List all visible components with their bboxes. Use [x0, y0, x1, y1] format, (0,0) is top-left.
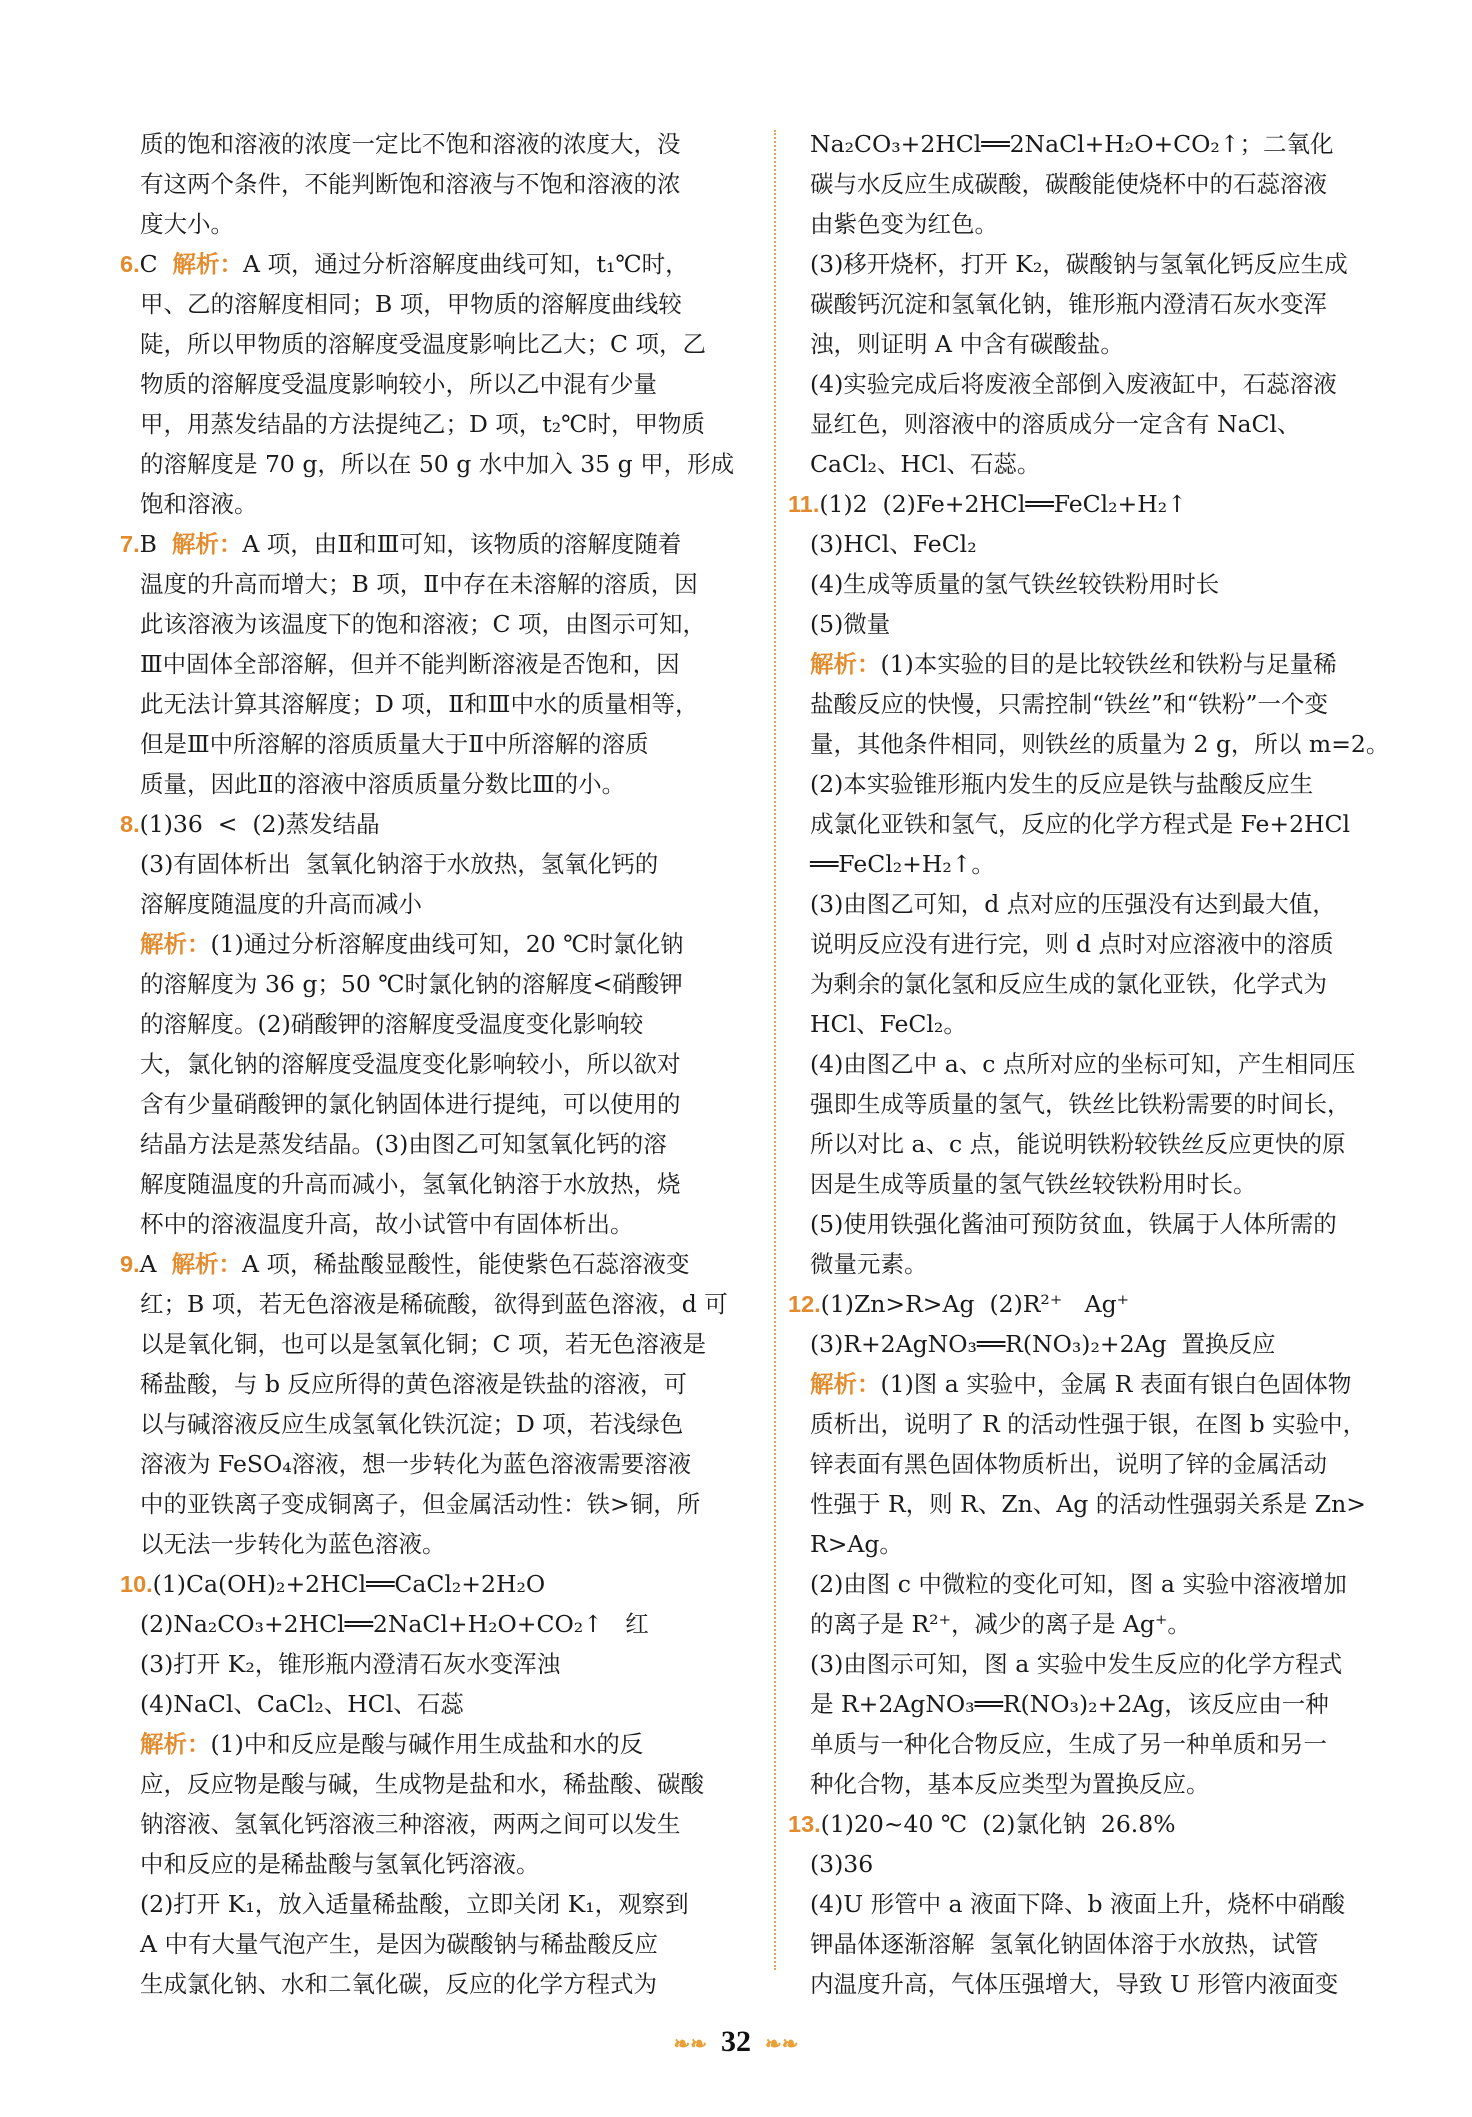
line-text: (2)打开 K₁，放入适量稀盐酸，立即关闭 K₁，观察到: [140, 1890, 689, 1918]
line-text: 的离子是 R²⁺，减少的离子是 Ag⁺。: [810, 1610, 1191, 1638]
line-text: R>Ag。: [810, 1530, 903, 1558]
line-text: 成氯化亚铁和氢气，反应的化学方程式是 Fe+2HCl: [810, 810, 1351, 838]
line-text: (4)NaCl、CaCl₂、HCl、石蕊: [140, 1690, 464, 1718]
line-text: 中和反应的是稀盐酸与氢氧化钙溶液。: [140, 1850, 540, 1878]
line-text: (1)20~40 ℃ (2)氯化钠 26.8%: [820, 1810, 1176, 1838]
text-line: [810, 1404, 1412, 1444]
text-line: [140, 1124, 742, 1164]
text-line: [140, 1644, 742, 1684]
text-line: [810, 884, 1412, 924]
line-text: 以是氧化铜，也可以是氢氧化铜；C 项，若无色溶液是: [140, 1330, 706, 1358]
line-text: B: [139, 530, 172, 558]
text-line: [120, 1244, 742, 1284]
text-line: [140, 1484, 742, 1524]
line-text: 浊，则证明 A 中含有碳酸盐。: [810, 330, 1124, 358]
text-line: [120, 804, 742, 844]
text-line: [140, 1604, 742, 1644]
line-text: 碳酸钙沉淀和氢氧化钠，锥形瓶内澄清石灰水变浑: [810, 290, 1327, 318]
line-text: (3)由图乙可知，d 点对应的压强没有达到最大值，: [810, 890, 1336, 918]
line-text: (1)2 (2)Fe+2HCl══FeCl₂+H₂↑: [819, 490, 1187, 518]
text-line: [140, 1444, 742, 1484]
text-line: [140, 764, 742, 804]
text-line: [810, 964, 1412, 1004]
line-text: A 中有大量气泡产生，是因为碳酸钠与稀盐酸反应: [140, 1930, 658, 1958]
line-text: Na₂CO₃+2HCl══2NaCl+H₂O+CO₂↑；二氧化: [810, 130, 1334, 158]
line-text: (2)本实验锥形瓶内发生的反应是铁与盐酸反应生: [810, 770, 1314, 798]
text-line: [810, 444, 1412, 484]
line-text: (3)36: [810, 1850, 874, 1878]
line-text: 的溶解度。(2)硝酸钾的溶解度受温度变化影响较: [140, 1010, 644, 1038]
text-line: [810, 1764, 1412, 1804]
text-line: [140, 1764, 742, 1804]
text-line: [810, 164, 1412, 204]
text-line: [788, 484, 1412, 524]
text-line: [810, 804, 1412, 844]
text-line: [810, 1884, 1412, 1924]
text-line: [810, 1964, 1412, 2004]
text-line: [810, 1004, 1412, 1044]
right-ornament-icon: ❧❧: [765, 2033, 799, 2056]
line-text: 锌表面有黑色固体物质析出，说明了锌的金属活动: [810, 1450, 1327, 1478]
line-text: 的溶解度为 36 g；50 ℃时氯化钠的溶解度<硝酸钾: [140, 970, 683, 998]
text-line: [140, 1284, 742, 1324]
line-text: (4)生成等质量的氢气铁丝较铁粉用时长: [810, 570, 1220, 598]
line-text: 微量元素。: [810, 1250, 928, 1278]
text-line: [810, 1564, 1412, 1604]
line-text: 大，氯化钠的溶解度受温度变化影响较小，所以欲对: [140, 1050, 681, 1078]
text-line: [140, 1044, 742, 1084]
line-text: (3)有固体析出 氢氧化钠溶于水放热，氢氧化钙的: [140, 850, 659, 878]
line-text: 陡，所以甲物质的溶解度受温度影响比乙大；C 项，乙: [140, 330, 706, 358]
page-number: 32: [721, 2025, 751, 2058]
text-line: [810, 1444, 1412, 1484]
text-line: [810, 1124, 1412, 1164]
line-text: 饱和溶液。: [140, 490, 258, 518]
text-line: [140, 1844, 742, 1884]
text-line: [140, 1204, 742, 1244]
line-text: 的溶解度是 70 g，所以在 50 g 水中加入 35 g 甲，形成: [140, 450, 735, 478]
text-line: [810, 1604, 1412, 1644]
text-line: [140, 1524, 742, 1564]
line-text: A 项，由Ⅱ和Ⅲ可知，该物质的溶解度随着: [242, 530, 682, 558]
line-text: 强即生成等质量的氢气，铁丝比铁粉需要的时间长，: [810, 1090, 1351, 1118]
question-number: 7.: [120, 531, 140, 557]
text-line: [810, 524, 1412, 564]
text-line: [810, 244, 1412, 284]
question-number: 11.: [788, 491, 820, 517]
line-text: 但是Ⅲ中所溶解的溶质质量大于Ⅱ中所溶解的溶质: [140, 730, 649, 758]
line-text: 显红色，则溶液中的溶质成分一定含有 NaCl、: [810, 410, 1301, 438]
text-line: [140, 604, 742, 644]
line-text: 质量，因此Ⅱ的溶液中溶质质量分数比Ⅲ的小。: [140, 770, 626, 798]
text-line: [140, 444, 742, 484]
line-text: 因是生成等质量的氢气铁丝较铁粉用时长。: [810, 1170, 1257, 1198]
line-text: 甲、乙的溶解度相同；B 项，甲物质的溶解度曲线较: [140, 290, 682, 318]
line-text: (1)中和反应是酸与碱作用生成盐和水的反: [210, 1730, 644, 1758]
text-line: [140, 1404, 742, 1444]
right-column: [788, 124, 1412, 2004]
line-text: 钠溶液、氢氧化钙溶液三种溶液，两两之间可以发生: [140, 1810, 681, 1838]
text-line: [810, 1204, 1412, 1244]
line-text: 以与碱溶液反应生成氢氧化铁沉淀；D 项，若浅绿色: [140, 1410, 684, 1438]
text-line: [810, 1164, 1412, 1204]
line-text: 此该溶液为该温度下的饱和溶液；C 项，由图示可知，: [140, 610, 706, 638]
text-line: [810, 364, 1412, 404]
analysis-label: 解析：: [140, 931, 211, 957]
left-column: [120, 124, 742, 2004]
line-text: 以无法一步转化为蓝色溶液。: [140, 1530, 446, 1558]
line-text: 有这两个条件，不能判断饱和溶液与不饱和溶液的浓: [140, 170, 681, 198]
column-divider: [774, 130, 776, 1970]
text-line: [140, 1084, 742, 1124]
line-text: 内温度升高，气体压强增大，导致 U 形管内液面变: [810, 1970, 1339, 1998]
line-text: (1)图 a 实验中，金属 R 表面有银白色固体物: [880, 1370, 1352, 1398]
line-text: 温度的升高而增大；B 项，Ⅱ中存在未溶解的溶质，因: [140, 570, 698, 598]
line-text: (4)U 形管中 a 液面下降、b 液面上升，烧杯中硝酸: [810, 1890, 1346, 1918]
text-line: [120, 244, 742, 284]
line-text: A: [139, 1250, 172, 1278]
text-line: [140, 844, 742, 884]
line-text: 甲，用蒸发结晶的方法提纯乙；D 项，t₂℃时，甲物质: [140, 410, 705, 438]
text-line: [140, 1324, 742, 1364]
text-line: [810, 1084, 1412, 1124]
text-line: [140, 324, 742, 364]
text-line: [140, 124, 742, 164]
text-line: [140, 1884, 742, 1924]
text-line: [810, 284, 1412, 324]
line-text: 是 R+2AgNO₃══R(NO₃)₂+2Ag，该反应由一种: [810, 1690, 1329, 1718]
text-line: [140, 1004, 742, 1044]
line-text: 种化合物，基本反应类型为置换反应。: [810, 1770, 1210, 1798]
line-text: (1)通过分析溶解度曲线可知，20 ℃时氯化钠: [210, 930, 684, 958]
text-line: [810, 404, 1412, 444]
line-text: 溶解度随温度的升高而减小: [140, 890, 422, 918]
line-text: (2)由图 c 中微粒的变化可知，图 a 实验中溶液增加: [810, 1570, 1347, 1598]
text-line: [120, 524, 742, 564]
line-text: 质析出，说明了 R 的活动性强于银，在图 b 实验中，: [810, 1410, 1367, 1438]
text-line: [810, 1244, 1412, 1284]
text-line: [140, 404, 742, 444]
text-line: [140, 204, 742, 244]
question-number: 9.: [120, 1251, 140, 1277]
text-line: [140, 484, 742, 524]
line-text: (3)R+2AgNO₃══R(NO₃)₂+2Ag 置换反应: [810, 1330, 1276, 1358]
line-text: A 项，通过分析溶解度曲线可知，t₁℃时，: [243, 250, 689, 278]
line-text: (1)Ca(OH)₂+2HCl══CaCl₂+2H₂O: [152, 1570, 546, 1598]
line-text: 物质的溶解度受温度影响较小，所以乙中混有少量: [140, 370, 657, 398]
line-text: 解度随温度的升高而减小，氢氧化钠溶于水放热，烧: [140, 1170, 681, 1198]
text-line: [810, 1484, 1412, 1524]
text-line: [810, 764, 1412, 804]
analysis-label: 解析：: [171, 531, 243, 557]
line-text: 度大小。: [140, 210, 234, 238]
analysis-label: 解析：: [140, 1731, 211, 1757]
line-text: 盐酸反应的快慢，只需控制“铁丝”和“铁粉”一个变: [810, 690, 1329, 718]
text-line: [810, 724, 1412, 764]
line-text: 杯中的溶液温度升高，故小试管中有固体析出。: [140, 1210, 634, 1238]
line-text: 单质与一种化合物反应，生成了另一种单质和另一: [810, 1730, 1327, 1758]
line-text: 由紫色变为红色。: [810, 210, 998, 238]
line-text: 中的亚铁离子变成铜离子，但金属活动性：铁>铜，所: [140, 1490, 701, 1518]
line-text: (1)本实验的目的是比较铁丝和铁粉与足量稀: [880, 650, 1337, 678]
line-text: (4)由图乙中 a、c 点所对应的坐标可知，产生相同压: [810, 1050, 1356, 1078]
analysis-label: 解析：: [810, 1371, 881, 1397]
text-line: [788, 1284, 1412, 1324]
text-line: [140, 1164, 742, 1204]
text-line: [810, 644, 1412, 684]
line-text: 碳与水反应生成碳酸，碳酸能使烧杯中的石蕊溶液: [810, 170, 1327, 198]
text-line: [140, 684, 742, 724]
text-line: [810, 1924, 1412, 1964]
line-text: 溶液为 FeSO₄溶液，想一步转化为蓝色溶液需要溶液: [140, 1450, 692, 1478]
text-line: [140, 884, 742, 924]
line-text: A 项，稀盐酸显酸性，能使紫色石蕊溶液变: [242, 1250, 690, 1278]
line-text: HCl、FeCl₂。: [810, 1010, 967, 1038]
question-number: 6.: [120, 251, 140, 277]
analysis-label: 解析：: [810, 651, 881, 677]
line-text: (3)移开烧杯，打开 K₂，碳酸钠与氢氧化钙反应生成: [810, 250, 1348, 278]
question-number: 10.: [120, 1571, 153, 1597]
line-text: (5)使用铁强化酱油可预防贫血，铁属于人体所需的: [810, 1210, 1337, 1238]
analysis-label: 解析：: [172, 251, 244, 277]
text-line: [810, 564, 1412, 604]
question-number: 13.: [788, 1811, 821, 1837]
text-line: [140, 564, 742, 604]
line-text: 质的饱和溶液的浓度一定比不饱和溶液的浓度大，没: [140, 130, 681, 158]
text-line: [810, 844, 1412, 884]
text-line: [810, 1844, 1412, 1884]
text-line: [810, 1724, 1412, 1764]
line-text: ══FeCl₂+H₂↑。: [810, 850, 995, 878]
line-text: (4)实验完成后将废液全部倒入废液缸中，石蕊溶液: [810, 370, 1337, 398]
line-text: 钾晶体逐渐溶解 氢氧化钠固体溶于水放热，试管: [810, 1930, 1319, 1958]
line-text: 稀盐酸，与 b 反应所得的黄色溶液是铁盐的溶液，可: [140, 1370, 687, 1398]
line-text: 红；B 项，若无色溶液是稀硫酸，欲得到蓝色溶液，d 可: [140, 1290, 728, 1318]
text-line: [810, 1364, 1412, 1404]
line-text: C: [139, 250, 173, 278]
line-text: (1)Zn>R>Ag (2)R²⁺ Ag⁺: [820, 1290, 1130, 1318]
text-line: [810, 204, 1412, 244]
text-line: [140, 284, 742, 324]
line-text: 生成氯化钠、水和二氧化碳，反应的化学方程式为: [140, 1970, 657, 1998]
text-line: [140, 1964, 742, 2004]
page-footer: [0, 2025, 1472, 2059]
line-text: (3)HCl、FeCl₂: [810, 530, 977, 558]
text-line: [810, 1524, 1412, 1564]
line-text: (3)由图示可知，图 a 实验中发生反应的化学方程式: [810, 1650, 1343, 1678]
line-text: (3)打开 K₂，锥形瓶内澄清石灰水变浑浊: [140, 1650, 561, 1678]
text-line: [140, 1924, 742, 1964]
text-line: [810, 124, 1412, 164]
question-number: 8.: [120, 811, 140, 837]
text-line: [810, 1324, 1412, 1364]
text-line: [810, 604, 1412, 644]
text-line: [140, 1804, 742, 1844]
text-line: [810, 924, 1412, 964]
left-ornament-icon: ❧❧: [673, 2033, 707, 2056]
text-line: [140, 724, 742, 764]
text-line: [810, 1044, 1412, 1084]
text-line: [810, 324, 1412, 364]
text-line: [788, 1804, 1412, 1844]
text-line: [140, 1684, 742, 1724]
text-line: [140, 364, 742, 404]
text-line: [140, 164, 742, 204]
text-line: [810, 1644, 1412, 1684]
text-line: [140, 1364, 742, 1404]
text-line: [810, 1684, 1412, 1724]
line-text: 结晶方法是蒸发结晶。(3)由图乙可知氢氧化钙的溶: [140, 1130, 667, 1158]
text-line: [120, 1564, 742, 1604]
line-text: 含有少量硝酸钾的氯化钠固体进行提纯，可以使用的: [140, 1090, 681, 1118]
line-text: 性强于 R，则 R、Zn、Ag 的活动性强弱关系是 Zn>: [810, 1490, 1366, 1518]
line-text: CaCl₂、HCl、石蕊。: [810, 450, 1041, 478]
line-text: (2)Na₂CO₃+2HCl══2NaCl+H₂O+CO₂↑ 红: [140, 1610, 649, 1638]
line-text: (1)36 < (2)蒸发结晶: [139, 810, 380, 838]
text-line: [140, 924, 742, 964]
line-text: 说明反应没有进行完，则 d 点时对应溶液中的溶质: [810, 930, 1334, 958]
line-text: 应，反应物是酸与碱，生成物是盐和水，稀盐酸、碳酸: [140, 1770, 704, 1798]
analysis-label: 解析：: [171, 1251, 243, 1277]
question-number: 12.: [788, 1291, 821, 1317]
text-line: [810, 684, 1412, 724]
line-text: 此无法计算其溶解度；D 项，Ⅱ和Ⅲ中水的质量相等，: [140, 690, 699, 718]
line-text: (5)微量: [810, 610, 891, 638]
line-text: 量，其他条件相同，则铁丝的质量为 2 g，所以 m=2。: [810, 730, 1390, 758]
line-text: 所以对比 a、c 点，能说明铁粉较铁丝反应更快的原: [810, 1130, 1346, 1158]
text-line: [140, 644, 742, 684]
line-text: 为剩余的氯化氢和反应生成的氯化亚铁，化学式为: [810, 970, 1327, 998]
text-line: [140, 964, 742, 1004]
line-text: Ⅲ中固体全部溶解，但并不能判断溶液是否饱和，因: [140, 650, 680, 678]
text-line: [140, 1724, 742, 1764]
